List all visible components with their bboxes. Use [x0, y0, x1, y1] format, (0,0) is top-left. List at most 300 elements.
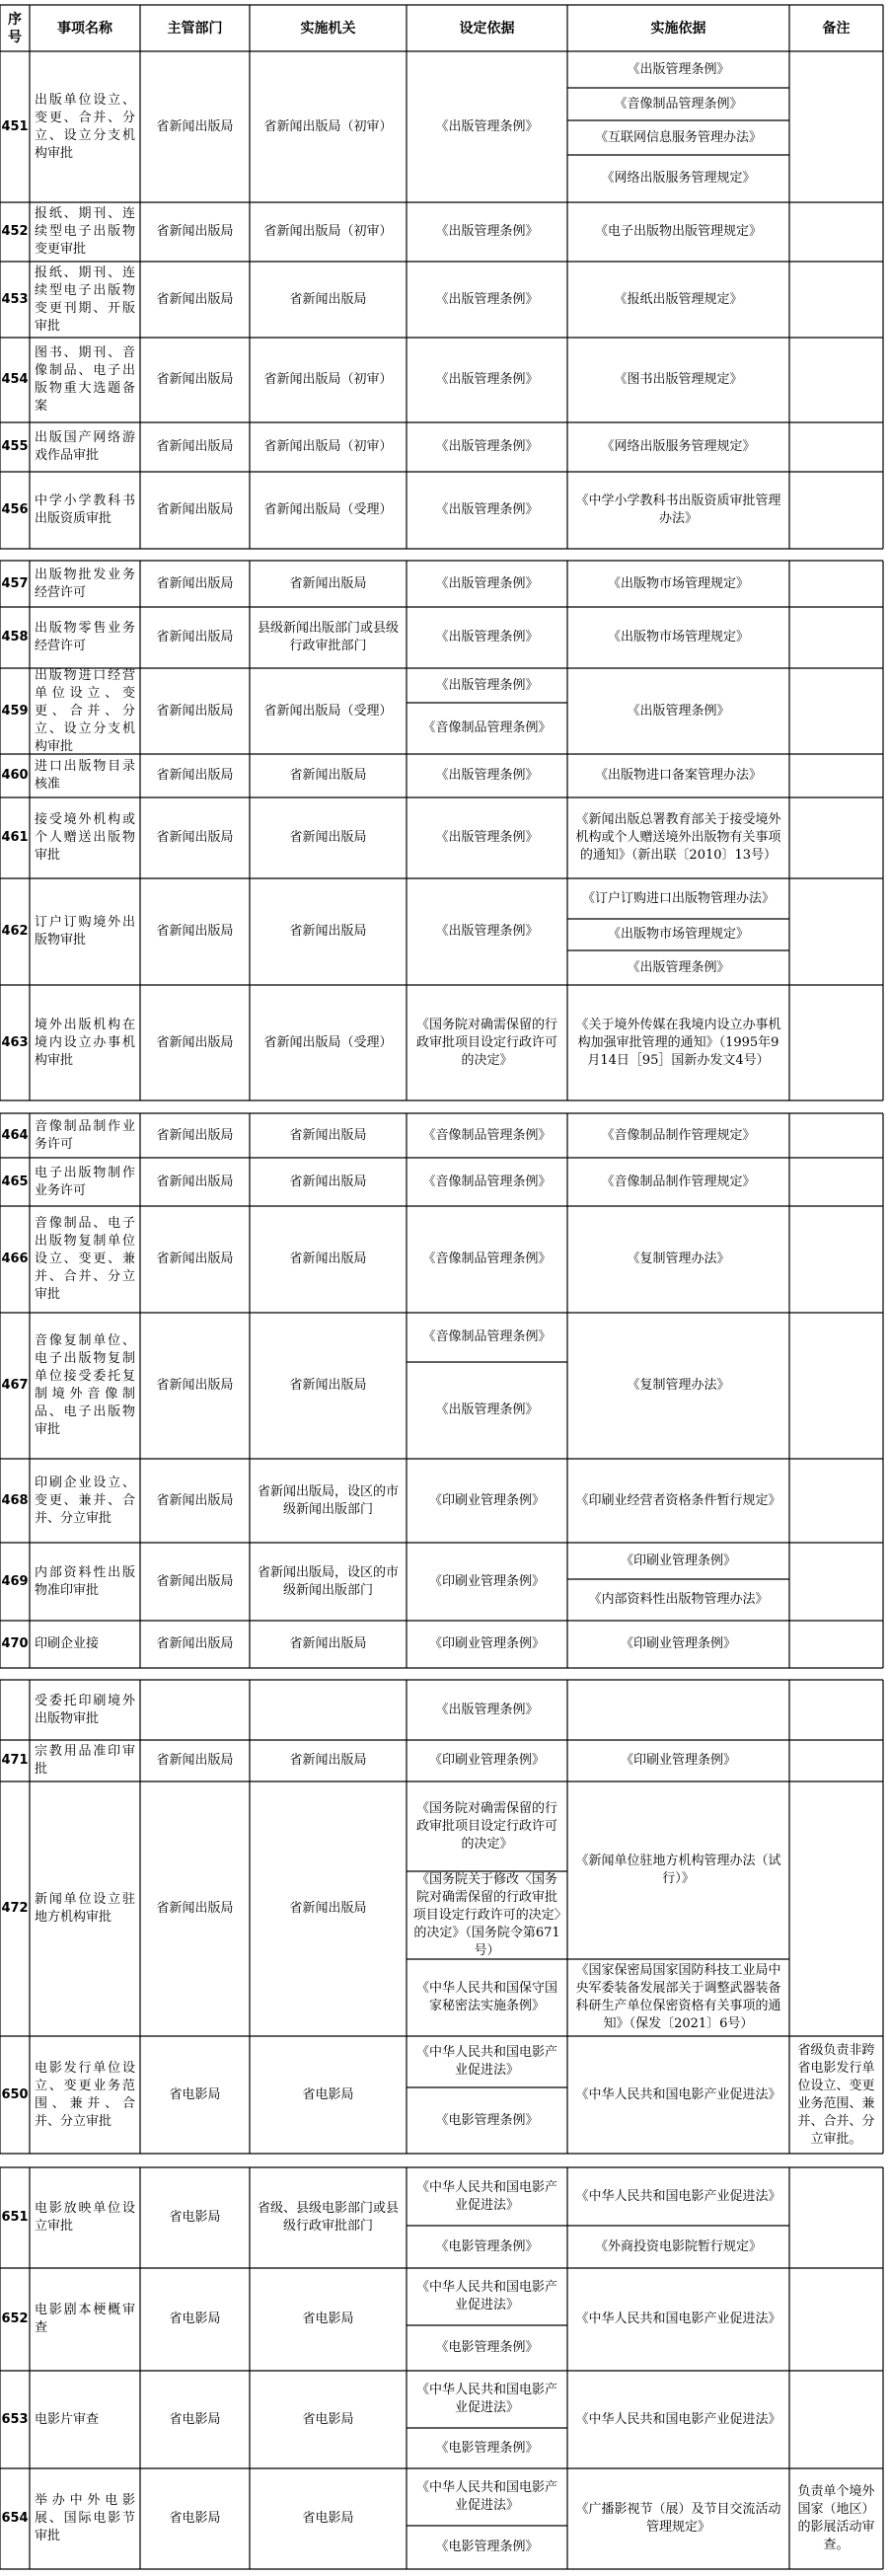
header-dept [140, 5, 250, 51]
row-item-name-text: 中学小学教科书出版资质审批 [35, 493, 135, 526]
row-item-name [30, 338, 140, 422]
row-item-name [30, 1113, 140, 1158]
row-basis-text: 《中华人民共和国电影产业促进法》 [415, 2280, 557, 2312]
row-basis-text: 《出版管理条例》 [435, 502, 539, 517]
row-impl-basis-text: 《网络出版服务管理规定》 [601, 171, 756, 186]
row-number [0, 1621, 30, 1668]
row-impl-text: 省新闻出版局 [289, 1901, 367, 1916]
row-item-name-text: 电子出版物制作业务许可 [35, 1165, 135, 1198]
row-number-text: 455 [1, 439, 29, 454]
header-impl-basis [567, 5, 789, 51]
row-item-name-text: 新闻单位设立驻地方机构审批 [35, 1892, 135, 1925]
row-dept-text: 省新闻出版局 [156, 924, 234, 939]
row-impl [250, 472, 407, 549]
row-item-name [30, 1313, 140, 1459]
header-item [30, 5, 140, 51]
row-item-name [30, 607, 140, 668]
row-basis [407, 1543, 567, 1621]
row-impl-basis-text: 《外商投资电影院暂行规定》 [594, 2238, 762, 2254]
row-item-name-text: 电影剧本梗概审查 [35, 2303, 135, 2335]
row-basis [407, 1313, 567, 1362]
row-basis [407, 607, 567, 668]
header-note [789, 5, 883, 51]
row-impl [250, 2268, 407, 2371]
row-number-text: 457 [1, 575, 29, 591]
row-impl-basis-text: 《印刷业经营者资格条件暂行规定》 [575, 1492, 781, 1508]
row-item-name-text: 订户订购境外出版物审批 [35, 915, 135, 947]
row-basis [407, 1959, 567, 2036]
row-impl [250, 1740, 407, 1781]
row-impl-text: 省电影局 [302, 2311, 354, 2326]
row-item-name-text: 报纸、期刊、连续型电子出版物变更刊期、开版审批 [35, 265, 135, 334]
row-basis-text: 《印刷业管理条例》 [428, 1492, 545, 1508]
row-item-name [30, 1543, 140, 1621]
row-basis [407, 1621, 567, 1668]
row-number [0, 668, 30, 754]
row-note-text: 省级负责非跨省电影发行单位设立、变更业务范围、兼并、合并、分立审批。 [797, 2042, 875, 2147]
row-basis-text: 《出版管理条例》 [435, 630, 539, 644]
row-impl-text: 省新闻出版局（初审） [263, 118, 393, 134]
row-impl-text: 省新闻出版局 [289, 575, 367, 591]
row-impl-basis-text: 《出版管理条例》 [627, 61, 730, 77]
row-item-name [30, 2468, 140, 2569]
row-dept [140, 338, 250, 422]
row-basis-text: 《出版管理条例》 [435, 439, 539, 454]
row-impl [250, 668, 407, 754]
row-item-name-text: 宗教用品准印审批 [35, 1744, 135, 1777]
row-basis-text: 《国务院关于修改〈国务院对确需保留的行政审批项目设定行政许可的决定〉的决定》（国务院令第671号） [412, 1871, 561, 1958]
row-dept-text: 省新闻出版局 [156, 1127, 234, 1143]
row-impl-basis [567, 262, 789, 338]
row-number-text: 467 [1, 1378, 29, 1393]
row-dept [140, 797, 250, 878]
row-impl [250, 1781, 407, 2036]
row-impl-basis-text: 《出版物市场管理规定》 [607, 630, 749, 644]
row-impl-basis-text: 《国家保密局国家国防科技工业局中央军委装备发展部关于调整武器装备科研生产单位保密资格有关事项的通知》（保发〔2021〕6号） [575, 1963, 781, 2031]
row-dept-text: 省电影局 [169, 2411, 221, 2427]
row-impl [250, 2468, 407, 2569]
row-number [0, 1740, 30, 1781]
row-impl-basis-text: 《音像制品制作管理规定》 [601, 1127, 756, 1143]
row-number [0, 338, 30, 422]
row-basis [407, 1158, 567, 1206]
row-item-name [30, 202, 140, 262]
row-item-name [30, 1781, 140, 2036]
row-item-name-text: 出版物进口经营单位设立、变更、合并、分立、设立分支机构审批 [35, 668, 135, 754]
row-number [0, 754, 30, 797]
row-impl-basis-text: 《出版管理条例》 [627, 959, 730, 975]
row-dept [140, 51, 250, 202]
row-impl-text: 省新闻出版局 [289, 1127, 367, 1143]
row-basis [407, 2268, 567, 2325]
row-dept-text: 省新闻出版局 [156, 703, 234, 719]
row-dept-text: 省新闻出版局 [156, 1034, 234, 1050]
row-basis [407, 878, 567, 985]
row-item-name [30, 2268, 140, 2371]
row-item-name-text: 电影发行单位设立、变更业务范围、兼并、合并、分立审批 [35, 2060, 135, 2129]
row-impl-basis [567, 2036, 789, 2154]
row-dept-text: 省新闻出版局 [156, 291, 234, 307]
header-dept-text: 主管部门 [167, 20, 223, 37]
row-basis-text: 《出版管理条例》 [435, 830, 539, 845]
row-impl-text: 省新闻出版局 [289, 1174, 367, 1189]
row-number-text: 452 [1, 224, 29, 239]
row-basis-text: 《出版管理条例》 [435, 575, 539, 591]
row-number-text: 465 [1, 1174, 29, 1189]
row-number [0, 1543, 30, 1621]
row-dept [140, 1621, 250, 1668]
row-dept-text: 省新闻出版局 [156, 630, 234, 644]
row-impl-basis [567, 985, 789, 1100]
row-basis-text: 《出版管理条例》 [435, 677, 539, 693]
row-impl [250, 1158, 407, 1206]
row-basis-text: 《电影管理条例》 [435, 2112, 539, 2128]
row-basis-text: 《电影管理条例》 [435, 2340, 539, 2355]
row-impl-basis-text: 《报纸出版管理规定》 [614, 291, 743, 307]
row-number-text: 651 [1, 2210, 29, 2225]
header-item-text: 事项名称 [57, 20, 112, 37]
row-impl-basis-text: 《中华人民共和国电影产业促进法》 [575, 2411, 781, 2427]
row-impl-basis-text: 《出版物进口备案管理办法》 [594, 768, 762, 783]
row-impl [250, 985, 407, 1100]
row-impl-basis-text: 《印刷业管理条例》 [620, 1753, 736, 1768]
row-impl-basis [567, 422, 789, 472]
row-dept-text: 省电影局 [169, 2511, 221, 2526]
row-number [0, 2036, 30, 2154]
row-number-text: 454 [1, 372, 29, 387]
row-impl [250, 202, 407, 262]
row-number [0, 607, 30, 668]
row-item-name-text: 印刷企业接 [35, 1636, 100, 1651]
row-impl-basis [567, 1459, 789, 1543]
row-dept-text: 省电影局 [169, 2086, 221, 2102]
row-number [0, 1206, 30, 1313]
row-number-text: 463 [1, 1034, 29, 1050]
row-basis-text: 《中华人民共和国电影产业促进法》 [415, 2383, 557, 2415]
row-impl-basis [567, 2468, 789, 2569]
row-number [0, 1313, 30, 1459]
row-impl-basis [567, 878, 789, 919]
row-impl-basis-text: 《音像制品制作管理规定》 [601, 1174, 756, 1189]
row-basis [407, 754, 567, 797]
row-impl [250, 262, 407, 338]
row-impl [250, 2036, 407, 2154]
row-number [0, 797, 30, 878]
row-impl-text: 省新闻出版局 [289, 830, 367, 845]
row-number [0, 561, 30, 607]
row-item-name [30, 1158, 140, 1206]
row-impl-basis [567, 51, 789, 88]
row-basis [407, 2325, 567, 2371]
row-dept [140, 2268, 250, 2371]
row-impl [250, 878, 407, 985]
row-impl [250, 797, 407, 878]
row-number [0, 878, 30, 985]
row-dept-text: 省新闻出版局 [156, 1636, 234, 1651]
row-basis-text: 《电影管理条例》 [435, 2238, 539, 2254]
row-item-name [30, 1621, 140, 1668]
row-dept [140, 2371, 250, 2468]
row-impl-text: 省新闻出版局 [289, 768, 367, 783]
row-basis-text: 《中华人民共和国电影产业促进法》 [415, 2045, 557, 2078]
header-impl-basis-text: 实施依据 [650, 20, 706, 37]
row-item-name-text: 电影片审查 [35, 2411, 100, 2427]
row-impl-text: 省新闻出版局（初审） [263, 372, 393, 387]
row-dept [140, 607, 250, 668]
row-basis-text: 《出版管理条例》 [435, 372, 539, 387]
header-impl [250, 5, 407, 51]
row-dept [140, 561, 250, 607]
row-dept [140, 2167, 250, 2268]
row-impl [250, 1543, 407, 1621]
row-impl [250, 422, 407, 472]
row-basis-text: 《中华人民共和国电影产业促进法》 [415, 2179, 557, 2213]
row-item-name [30, 561, 140, 607]
row-impl [250, 1206, 407, 1313]
row-impl [250, 561, 407, 607]
row-basis [407, 1206, 567, 1313]
row-impl-basis [567, 155, 789, 202]
row-note-text: 负责单个境外国家（地区）的影展活动审查。 [797, 2484, 875, 2552]
row-item-name-text: 音像制品制作业务许可 [35, 1118, 135, 1152]
row-dept-text: 省新闻出版局 [156, 830, 234, 845]
row-number [0, 422, 30, 472]
row-number [0, 1113, 30, 1158]
row-impl [250, 338, 407, 422]
row-item-name-text: 出版国产网络游戏作品审批 [35, 430, 135, 463]
row-impl-basis-text: 《音像制品管理条例》 [614, 96, 743, 112]
row-basis [407, 472, 567, 549]
row-basis [407, 1781, 567, 1871]
row-impl-basis-text: 《中华人民共和国电影产业促进法》 [575, 2188, 781, 2204]
row-number-text: 453 [1, 291, 29, 307]
row-number-text: 470 [1, 1636, 29, 1651]
row-basis-text: 《电影管理条例》 [435, 2440, 539, 2456]
row-impl-text: 省新闻出版局（受理） [263, 1034, 393, 1050]
row-impl-basis-text: 《中华人民共和国电影产业促进法》 [575, 2086, 781, 2102]
row-number [0, 2167, 30, 2268]
row-impl-basis [567, 561, 789, 607]
row-item-name-text: 音像制品、电子出版物复制单位设立、变更、兼并、合并、分立审批 [35, 1216, 135, 1302]
row-item-name [30, 422, 140, 472]
row-impl-basis [567, 668, 789, 754]
row-impl-text: 省新闻出版局 [289, 1378, 367, 1393]
row-basis [407, 2036, 567, 2087]
row-number-text: 650 [1, 2086, 29, 2102]
row-impl-basis-text: 《印刷业管理条例》 [620, 1636, 736, 1651]
row-impl-basis-text: 《电子出版物出版管理规定》 [594, 224, 762, 239]
row-impl-text: 省新闻出版局，设区的市级新闻出版部门 [257, 1483, 399, 1517]
row-dept-text: 省新闻出版局 [156, 1753, 234, 1768]
row-number-text: 466 [1, 1251, 29, 1266]
row-basis [407, 202, 567, 262]
row-impl [250, 1313, 407, 1459]
row-impl-basis [567, 1113, 789, 1158]
row-basis-text: 《音像制品管理条例》 [422, 1174, 552, 1189]
row-number-text: 471 [1, 1753, 29, 1768]
row-number-text: 469 [1, 1573, 29, 1589]
row-dept-text: 省新闻出版局 [156, 768, 234, 783]
row-basis [407, 985, 567, 1100]
row-impl-basis [567, 919, 789, 950]
row-number [0, 1459, 30, 1543]
row-item-name-text: 出版物批发业务经营许可 [35, 567, 135, 600]
row-dept-text: 省新闻出版局 [156, 118, 234, 134]
row-impl-basis-text: 《出版管理条例》 [627, 703, 730, 719]
row-item-name-text: 内部资料性出版物准印审批 [35, 1564, 135, 1598]
row-impl-text: 省新闻出版局（初审） [263, 439, 393, 454]
row-basis [407, 1362, 567, 1459]
row-dept [140, 985, 250, 1100]
row-dept [140, 472, 250, 549]
row-basis-text: 《出版管理条例》 [435, 118, 539, 134]
row-dept-text: 省新闻出版局 [156, 502, 234, 517]
row-basis [407, 1459, 567, 1543]
row-basis-text: 《国务院对确需保留的行政审批项目设定行政许可的决定》 [415, 1017, 557, 1068]
row-impl-text: 省电影局 [302, 2086, 354, 2102]
row-impl-text: 省新闻出版局 [289, 291, 367, 307]
row-basis-text: 《出版管理条例》 [435, 291, 539, 307]
row-dept [140, 668, 250, 754]
row-item-name-text: 电影放映单位设立审批 [35, 2201, 135, 2234]
row-basis-text: 《出版管理条例》 [435, 1702, 539, 1717]
row-number-text: 461 [1, 830, 29, 845]
row-item-name [30, 262, 140, 338]
row-impl-basis-text: 《新闻出版总署教育部关于接受境外机构或个人赠送境外出版物有关事项的通知》（新出联〔2010〕13号） [575, 812, 781, 863]
row-item-name-text: 出版物零售业务经营许可 [35, 621, 135, 653]
row-impl-basis [567, 1206, 789, 1313]
row-impl-basis [567, 607, 789, 668]
row-impl-basis-text: 《互联网信息服务管理办法》 [594, 129, 762, 145]
row-number [0, 1781, 30, 2036]
row-basis [407, 51, 567, 202]
row-item-name [30, 1459, 140, 1543]
row-basis-text: 《音像制品管理条例》 [422, 720, 552, 735]
row-number [0, 51, 30, 202]
row-dept-text: 省新闻出版局 [156, 1378, 234, 1393]
row-impl-basis [567, 202, 789, 262]
row-item-name-text: 境外出版机构在境内设立办事机构审批 [35, 1017, 135, 1068]
row-dept [140, 2468, 250, 2569]
row-dept [140, 1158, 250, 1206]
row-basis-text: 《出版管理条例》 [435, 224, 539, 239]
row-basis [407, 668, 567, 703]
row-impl-basis [567, 338, 789, 422]
row-basis [407, 2468, 567, 2526]
row-dept [140, 2036, 250, 2154]
row-item-name-text: 受委托印刷境外出版物审批 [35, 1693, 135, 1726]
row-dept-text: 省新闻出版局 [156, 372, 234, 387]
row-impl-text: 省新闻出版局（初审） [263, 224, 393, 239]
row-number [0, 262, 30, 338]
row-number-text: 464 [1, 1127, 29, 1143]
row-basis-text: 《中华人民共和国电影产业促进法》 [415, 2480, 557, 2513]
row-impl-basis [567, 120, 789, 155]
row-impl-text: 省电影局 [302, 2511, 354, 2526]
row-dept [140, 754, 250, 797]
row-dept [140, 1313, 250, 1459]
row-impl-text: 省新闻出版局 [289, 1753, 367, 1768]
row-number [0, 472, 30, 549]
row-item-name [30, 1740, 140, 1781]
row-dept [140, 262, 250, 338]
row-dept [140, 422, 250, 472]
row-number [0, 1158, 30, 1206]
row-note [789, 2468, 883, 2569]
row-dept [140, 1740, 250, 1781]
row-number-text: 653 [1, 2411, 29, 2427]
row-impl-basis-text: 《内部资料性出版物管理办法》 [588, 1592, 769, 1607]
row-impl-basis-text: 《关于境外传媒在我境内设立办事机构加强审批管理的通知》（1995年9月14日［95］国新办发文4号） [575, 1017, 781, 1068]
row-impl-basis-text: 《印刷业管理条例》 [620, 1553, 736, 1568]
row-number-text: 654 [1, 2511, 29, 2526]
row-impl-basis-text: 《广播影视节（展）及节目交流活动管理规定》 [575, 2502, 781, 2535]
row-impl-basis-text: 《中学小学教科书出版资质审批管理办法》 [575, 493, 781, 526]
row-impl-basis-text: 《复制管理办法》 [627, 1378, 730, 1393]
row-basis-text: 《中华人民共和国保守国家秘密法实施条例》 [415, 1981, 557, 2013]
row-basis-text: 《出版管理条例》 [435, 1402, 539, 1417]
row-dept [140, 1781, 250, 2036]
row-dept-text: 省新闻出版局 [156, 1251, 234, 1266]
row-number-text: 468 [1, 1492, 29, 1508]
row-basis [407, 422, 567, 472]
row-basis-text: 《音像制品管理条例》 [422, 1127, 552, 1143]
row-impl-basis [567, 2167, 789, 2226]
row-impl-basis-text: 《中华人民共和国电影产业促进法》 [575, 2311, 781, 2326]
row-item-name [30, 1680, 140, 1740]
row-dept [140, 1113, 250, 1158]
row-number-text: 459 [1, 703, 29, 719]
row-item-name-text: 音像复制单位、电子出版物复制单位接受委托复制境外音像制品、电子出版物审批 [35, 1333, 135, 1437]
row-basis-text: 《印刷业管理条例》 [428, 1636, 545, 1651]
row-impl-basis [567, 2268, 789, 2371]
row-basis [407, 1113, 567, 1158]
row-basis [407, 2428, 567, 2468]
row-impl-basis [567, 1740, 789, 1781]
header-impl-text: 实施机关 [300, 20, 356, 37]
row-basis [407, 2167, 567, 2226]
row-dept [140, 202, 250, 262]
row-impl [250, 754, 407, 797]
row-number-text: 456 [1, 502, 29, 517]
row-basis [407, 262, 567, 338]
row-impl-basis [567, 2371, 789, 2468]
row-number-text: 462 [1, 924, 29, 939]
row-impl-basis [567, 1621, 789, 1668]
row-item-name [30, 754, 140, 797]
header-seq-text: 序号 [8, 11, 22, 45]
row-item-name [30, 51, 140, 202]
row-impl-text: 省新闻出版局 [289, 1251, 367, 1266]
row-basis [407, 703, 567, 754]
row-dept-text: 省电影局 [169, 2311, 221, 2326]
row-number [0, 2468, 30, 2569]
row-impl-basis [567, 1543, 789, 1579]
row-impl-basis-text: 《网络出版服务管理规定》 [601, 439, 756, 454]
row-item-name [30, 2371, 140, 2468]
row-impl-basis [567, 754, 789, 797]
header-basis-text: 设定依据 [459, 20, 515, 37]
row-number-text: 451 [1, 118, 29, 134]
row-impl [250, 1459, 407, 1543]
row-impl-text: 省新闻出版局（受理） [263, 502, 393, 517]
row-dept [140, 878, 250, 985]
row-impl-basis [567, 2226, 789, 2268]
row-basis [407, 1871, 567, 1959]
row-number-text: 460 [1, 768, 29, 783]
row-impl-basis [567, 1959, 789, 2036]
row-item-name [30, 2167, 140, 2268]
